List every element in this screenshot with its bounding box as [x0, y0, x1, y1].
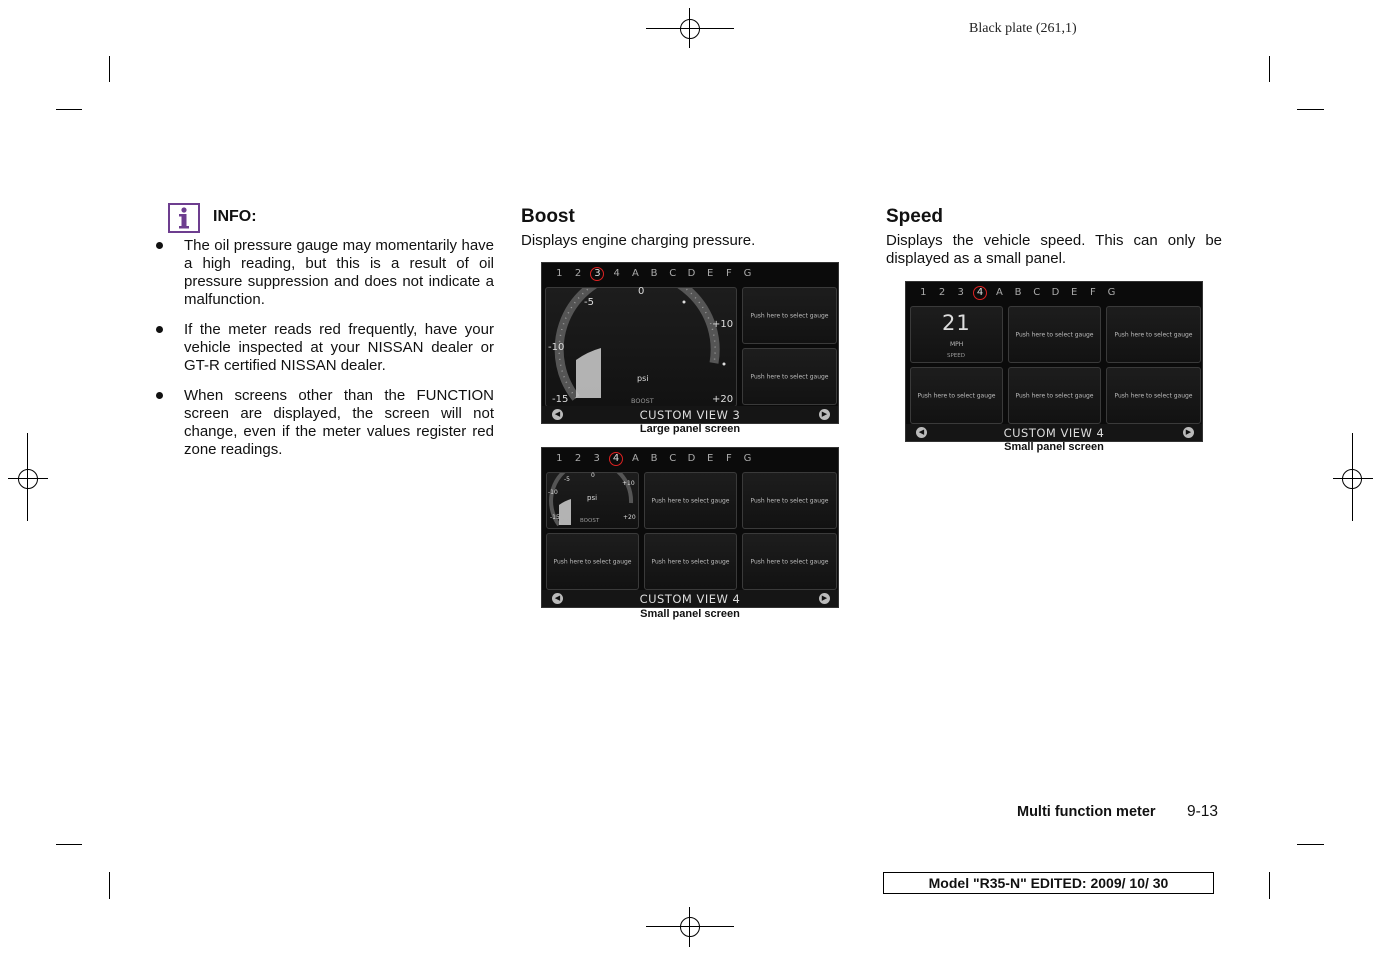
tab-3[interactable]: 3 — [957, 287, 964, 298]
tab-2[interactable]: 2 — [938, 287, 946, 298]
tab-4[interactable]: 4 — [613, 268, 620, 279]
tab-e[interactable]: E — [706, 268, 714, 279]
view-title: CUSTOM VIEW 4 — [1003, 426, 1105, 440]
tab-bar — [550, 267, 757, 281]
tab-3[interactable]: 3 — [590, 267, 604, 281]
speed-gauge-panel[interactable] — [910, 306, 1003, 363]
small-panel-screen-boost — [541, 447, 839, 608]
gauge-unit: psi — [637, 374, 649, 383]
gauge-label-plus20: +20 — [712, 394, 734, 405]
tab-c[interactable]: C — [669, 453, 677, 464]
previous-arrow-icon[interactable]: ◀ — [552, 593, 563, 604]
tab-d[interactable]: D — [1051, 287, 1060, 298]
list-item: If the meter reads red frequently, have your vehicle inspected at your NISSAN dealer or GT-R certified NISSAN dealer. — [156, 321, 494, 375]
tab-2[interactable]: 2 — [574, 453, 582, 464]
select-gauge-button[interactable]: Push here to select gauge — [1106, 306, 1201, 363]
gauge-label-minus10: -10 — [548, 342, 565, 353]
tab-e[interactable]: E — [706, 453, 714, 464]
tab-a[interactable]: A — [631, 453, 639, 464]
tab-g[interactable]: G — [1107, 287, 1116, 298]
select-gauge-button[interactable]: Push here to select gauge — [742, 348, 837, 405]
speed-description: Displays the vehicle speed. This can only be displayed as a small panel. — [886, 232, 1222, 267]
tab-4[interactable]: 4 — [973, 286, 987, 300]
gauge-label-minus10: -10 — [548, 489, 558, 496]
plate-label: Black plate (261,1) — [969, 21, 1077, 36]
gauge-label-plus10: +10 — [622, 480, 635, 487]
info-list — [156, 237, 494, 471]
gauge-label-minus5: -5 — [564, 476, 570, 483]
select-gauge-button[interactable]: Push here to select gauge — [1008, 367, 1101, 424]
speed-heading: Speed — [886, 206, 944, 227]
small-panel-screen-speed — [905, 281, 1203, 442]
tab-b[interactable]: B — [650, 268, 658, 279]
tab-c[interactable]: C — [669, 268, 677, 279]
speed-value: 21 — [942, 311, 971, 335]
next-arrow-icon[interactable]: ▶ — [819, 409, 830, 420]
boost-gauge-panel[interactable] — [545, 287, 737, 407]
gauge-label-minus15: -15 — [552, 394, 569, 405]
gauge-label-minus5: -5 — [584, 297, 594, 308]
bullet-icon — [156, 392, 163, 399]
tab-e[interactable]: E — [1070, 287, 1078, 298]
select-gauge-button[interactable]: Push here to select gauge — [644, 472, 737, 529]
tab-d[interactable]: D — [687, 453, 696, 464]
boost-gauge-panel[interactable] — [546, 472, 639, 529]
boost-gauge-dial — [546, 288, 736, 406]
gauge-label-plus10: +10 — [712, 319, 734, 330]
select-gauge-button[interactable]: Push here to select gauge — [742, 533, 837, 590]
tab-1[interactable]: 1 — [556, 453, 563, 464]
model-edit-info: Model "R35-N" EDITED: 2009/ 10/ 30 — [883, 872, 1214, 894]
select-gauge-button[interactable]: Push here to select gauge — [742, 287, 837, 344]
tab-f[interactable]: F — [725, 453, 732, 464]
list-item: When screens other than the FUNCTION screen are displayed, the screen will not change, even if the meter values register red zone readings. — [156, 387, 494, 459]
small-panel-caption: Small panel screen — [640, 608, 740, 620]
select-gauge-button[interactable]: Push here to select gauge — [644, 533, 737, 590]
select-gauge-button[interactable]: Push here to select gauge — [742, 472, 837, 529]
next-arrow-icon[interactable]: ▶ — [819, 593, 830, 604]
previous-arrow-icon[interactable]: ◀ — [552, 409, 563, 420]
tab-bar — [550, 452, 757, 466]
tab-b[interactable]: B — [650, 453, 658, 464]
tab-f[interactable]: F — [1089, 287, 1096, 298]
page-number: 9-13 — [1187, 803, 1219, 820]
next-arrow-icon[interactable]: ▶ — [1183, 427, 1194, 438]
large-panel-caption: Large panel screen — [639, 423, 741, 435]
large-panel-screen — [541, 262, 839, 424]
boost-description: Displays engine charging pressure. — [521, 232, 756, 249]
speed-panel-caption: Small panel screen — [1004, 441, 1104, 453]
tab-1[interactable]: 1 — [920, 287, 927, 298]
gauge-label-minus15: -15 — [550, 514, 560, 521]
info-icon — [168, 203, 200, 233]
gauge-unit: psi — [587, 494, 598, 502]
gauge-label-plus20: +20 — [623, 514, 636, 521]
tab-c[interactable]: C — [1033, 287, 1041, 298]
bullet-icon — [156, 242, 163, 249]
tab-b[interactable]: B — [1014, 287, 1022, 298]
boost-heading: Boost — [521, 206, 575, 227]
gauge-label-0: 0 — [591, 472, 595, 479]
speed-unit: MPH — [950, 341, 964, 348]
bullet-icon — [156, 326, 163, 333]
speed-name: SPEED — [947, 353, 965, 359]
footer-section-title: Multi function meter — [1017, 804, 1156, 820]
list-item: The oil pressure gauge may momentarily have a high reading, but this is a result of oil pressure suppression and does not indicate a malfunction. — [156, 237, 494, 309]
gauge-name: BOOST — [631, 397, 654, 405]
gauge-name: BOOST — [580, 518, 600, 524]
tab-4[interactable]: 4 — [609, 452, 623, 466]
select-gauge-button[interactable]: Push here to select gauge — [1008, 306, 1101, 363]
select-gauge-button[interactable]: Push here to select gauge — [1106, 367, 1201, 424]
tab-a[interactable]: A — [631, 268, 639, 279]
select-gauge-button[interactable]: Push here to select gauge — [546, 533, 639, 590]
tab-a[interactable]: A — [995, 287, 1003, 298]
tab-d[interactable]: D — [687, 268, 696, 279]
tab-bar — [914, 286, 1121, 300]
tab-1[interactable]: 1 — [556, 268, 563, 279]
view-title: CUSTOM VIEW 4 — [639, 592, 741, 606]
tab-2[interactable]: 2 — [574, 268, 582, 279]
tab-g[interactable]: G — [743, 453, 752, 464]
gauge-label-0: 0 — [638, 286, 645, 297]
tab-f[interactable]: F — [725, 268, 732, 279]
tab-3[interactable]: 3 — [593, 453, 600, 464]
tab-g[interactable]: G — [743, 268, 752, 279]
previous-arrow-icon[interactable]: ◀ — [916, 427, 927, 438]
select-gauge-button[interactable]: Push here to select gauge — [910, 367, 1003, 424]
info-label: INFO: — [213, 208, 257, 225]
view-title: CUSTOM VIEW 3 — [639, 408, 741, 422]
